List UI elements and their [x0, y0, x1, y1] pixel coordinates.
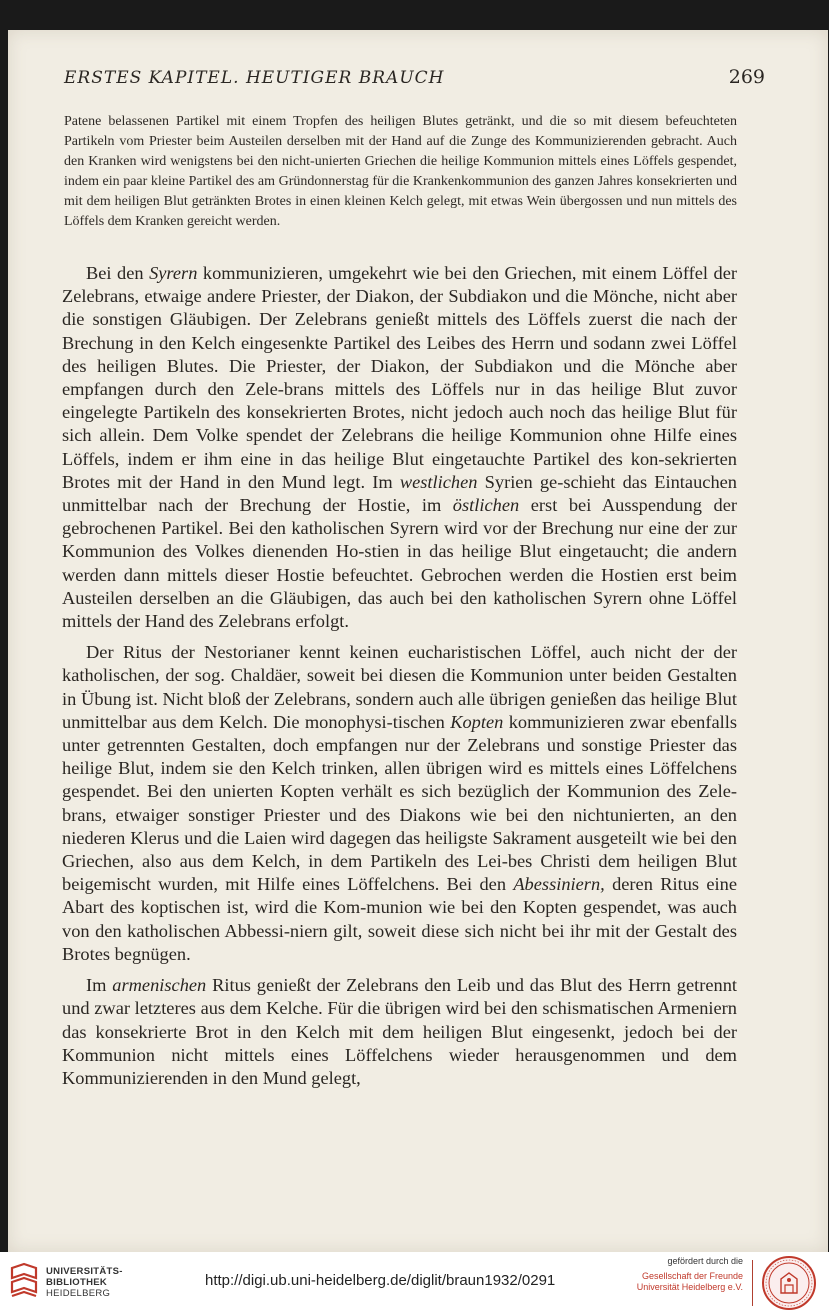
text-run: Bei den: [86, 263, 150, 283]
small-print-paragraph: Patene belassenen Partikel mit einem Tropfen des heiligen Blutes getränkt, und die so mit diesem befeuchteten Partikeln vom Priester beim Austeilen derselben mit der Hand auf die Zunge des Kommunizierenden gebracht. Auch den Kranken wird wenigstens bei den nicht-unierten Griechen die heilige Kommunion mittels eines Löffels gespendet, indem ein paar kleine Partikel des am Gründonnerstag für die Krankenkommunion des ganzen Jahres konsekrierten und mit dem heiligen Blut getränkten Brotes in einen kleinen Kelch gelegt, mit etwas Wein übergossen und nun mittels des Löffels dem Kranken gereicht werden.: [64, 114, 737, 229]
page-number: 269: [728, 66, 765, 88]
italic-term: Abessiniern,: [513, 874, 605, 895]
library-name-line: UNIVERSITÄTS-: [46, 1266, 123, 1277]
text-run: Ritus genießt der Zelebrans den Leib und das Blut des Herrn getrennt und zwar letzteres aus dem Kelche. Für die übrigen wird bei den schismatischen Armeniern das konsekrierte Brot in den Kelch mit dem heiligen Blut eingesenkt, jedoch bei der Kommunion nicht mittels eines Löffelchens wieder herausgenommen und dem Kommunizierenden in den Mund gelegt,: [62, 975, 737, 1088]
sponsor-line: Gesellschaft der Freunde: [641, 1271, 743, 1281]
paragraph-nestorianer: [62, 641, 737, 966]
text-run: kommunizieren, umgekehrt wie bei den Griechen, mit einem Löffel der Zelebrans, etwaige andere Priester, der Diakon, der Subdiakon und die Mönche, nicht aber die sonstigen Gläubigen. Der Zelebrans genießt mittels des Löffels zuerst die nach der Brechung in den Kelch eingesenkte Partikel des Leibes des Herrn und sodann zwei Löffel des heiligen Blutes. Die Priester, der Diakon, der Subdiakon und die Mönche aber empfangen durch den Zele-brans mittels des Löffels nur in das heilige Blut zuvor eingelegte Partikeln des konsekrierten Brotes, nicht jedoch auch noch das heilige Blut für sich allein. Dem Volke spendet der Zelebrans die heilige Kommunion ohne Hilfe eines Löffels, indem er ihm eine in das heilige Blut eingetauchte Partikel des kon-sekrierten Brotes mit der Hand in den Mund legt. Im: [62, 263, 737, 492]
italic-term: westlichen: [399, 471, 478, 492]
sponsor-line: Universität Heidelberg e.V.: [636, 1282, 743, 1292]
library-name-line: BIBLIOTHEK: [46, 1277, 108, 1288]
italic-term: östlichen: [452, 495, 520, 516]
university-library-logo-icon: [8, 1262, 40, 1304]
permalink-url[interactable]: http://digi.ub.uni-heidelberg.de/diglit/braun1932/0291: [205, 1272, 556, 1289]
text-run: kommunizieren zwar ebenfalls unter getrennten Gestalten, doch empfangen nur der Zelebrans und sonstige Priester das heilige Blut, indem sie den Kelch trinken, allen übrigen wird es mittels eines Löffelchens gespendet. Bei den unierten Kopten verhält es sich bezüglich der Kommunion des Zele-brans, etwaiger sonstiger Priester und des Diakons wie bei den nichtunierten, an den niederen Klerus und die Laien wird dagegen das heiligste Sakrament ausgeteilt wie bei den Griechen, also aus dem Kelch, in dem Partikeln des Lei-bes Christi dem heiligen Blut beigemischt wurden, mit Hilfe eines Löffelchens. Bei den: [62, 711, 737, 895]
text-run: Im: [86, 975, 113, 996]
running-title: ERSTES KAPITEL. HEUTIGER BRAUCH: [64, 68, 445, 88]
italic-term: Kopten: [450, 711, 504, 732]
text-run: erst bei Ausspendung der gebrochenen Partikel. Bei den katholischen Syrern wird vor der Brechung nur eine der zur Kommunion des Volkes dienenden Ho-stien in das heilige Blut eingetaucht; die andern werden dann mittels dieser Hostie befeuchtet. Gebrochen werden die Hostien erst beim Austeilen derselben an die Gläubigen, das auch bei den katholischen Syrern ohne Löffel mittels der Hand des Zelebrans erfolgt.: [62, 495, 737, 632]
page-header: [64, 68, 765, 94]
university-seal-icon: [761, 1255, 817, 1311]
text-run: Syrien ge-schieht das Eintauchen unmittelbar nach der Brechung der Hostie, im: [62, 471, 737, 516]
library-name: [46, 1266, 123, 1299]
footer-divider: [752, 1260, 753, 1306]
small-print-block: [64, 112, 737, 231]
library-name-line: HEIDELBERG: [46, 1288, 111, 1299]
footer-bar: [0, 1252, 829, 1313]
text-run: Der Ritus der Nestorianer kennt keinen eucharistischen Löffel, auch nicht der der katholischen, der sog. Chaldäer, soweit bei diesen die Kommunion unter beiden Gestalten in Übung ist. Nicht bloß der Zelebrans, sondern auch alle übrigen genießen das heilige Blut unmittelbar aus dem Kelch. Die monophysi-tischen: [62, 642, 737, 732]
italic-term: Syrern: [149, 263, 198, 283]
main-text: [62, 262, 737, 1098]
paragraph-syrern: [62, 262, 737, 633]
text-run: deren Ritus eine Abart des koptischen ist, wird die Kom-munion wie bei den Kopten gespendet, was auch von den katholischen Abbessi-niern gilt, soweit diese sich nicht bei ihr mit der Gestalt des Brotes begnügen.: [62, 874, 737, 964]
paragraph-armenischen: [62, 974, 737, 1090]
sponsor-credit: [637, 1256, 743, 1293]
sponsor-intro: gefördert durch die: [667, 1256, 743, 1266]
italic-term: armenischen: [112, 975, 207, 996]
